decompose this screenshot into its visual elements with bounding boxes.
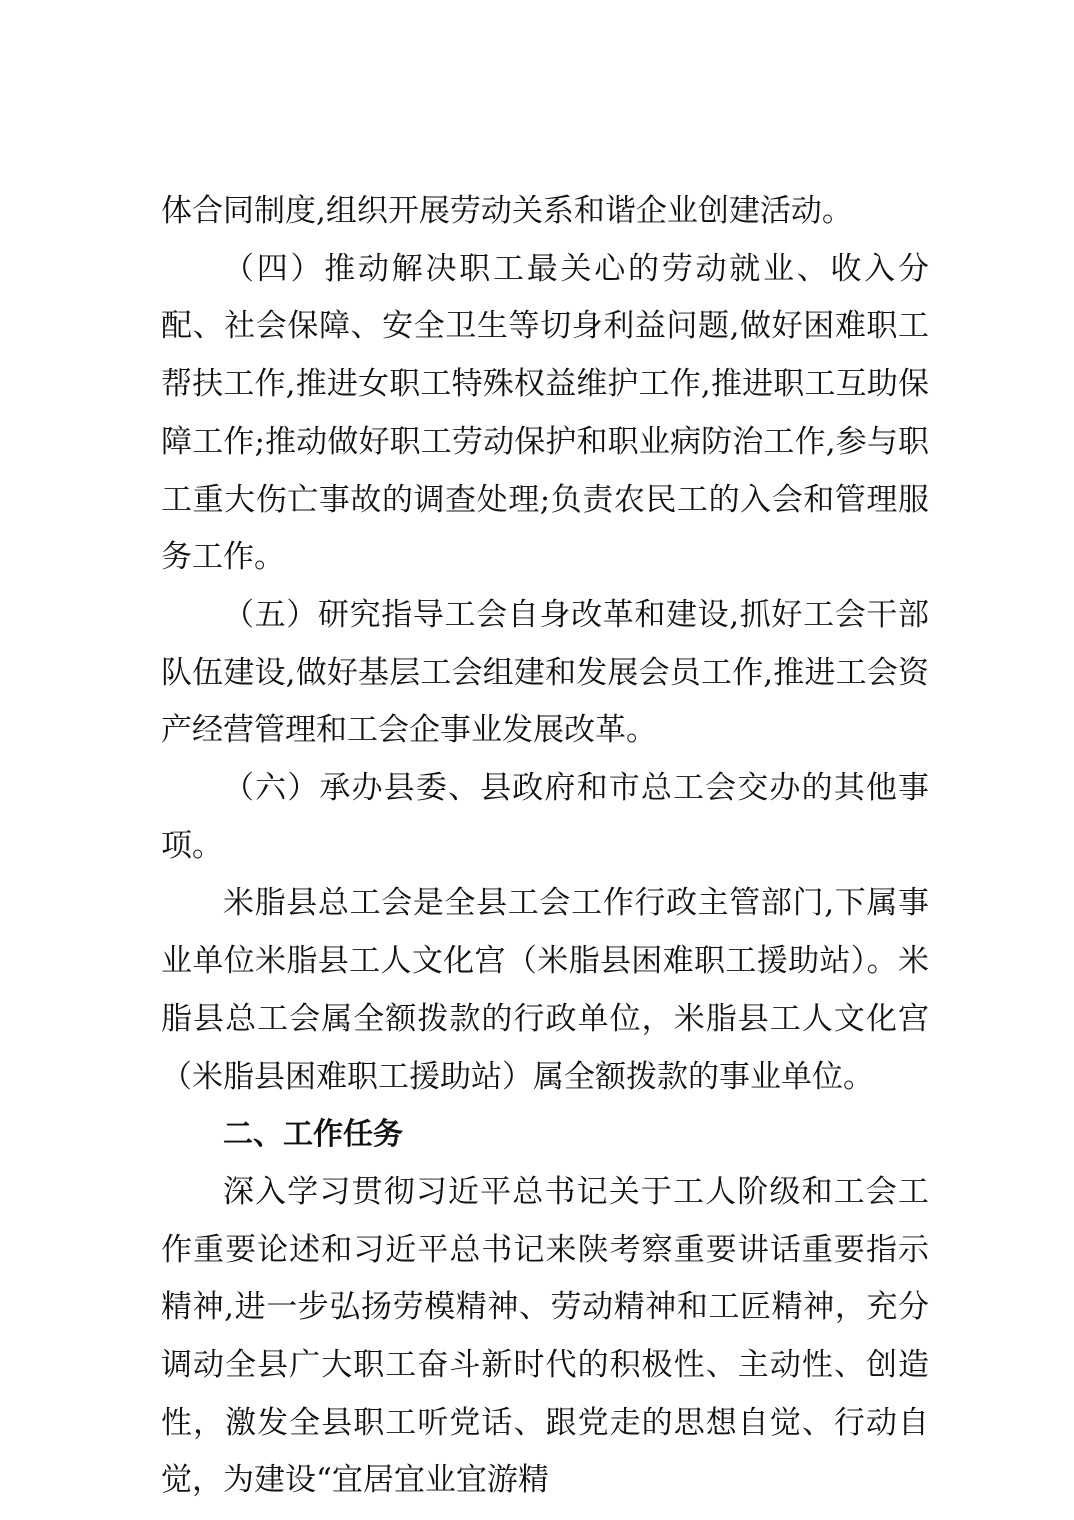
paragraph-item-four: （四）推动解决职工最关心的劳动就业、收入分配、社会保障、安全卫生等切身利益问题,做好困难职工帮扶工作,推进女职工特殊权益维护工作,推进职工互助保障工作;推动做好职工劳动保护和职业病防治工作,参与职工重大伤亡事故的调查处理;负责农民工的入会和管理服务工作。 (161, 250, 929, 576)
paragraph-item-five: （五）研究指导工会自身改革和建设,抓好工会干部队伍建设,做好基层工会组建和发展会员工作,推进工会资产经营管理和工会企事业发展改革。 (161, 596, 929, 749)
paragraph-organization: 米脂县总工会是全县工会工作行政主管部门,下属事业单位米脂县工人文化宫（米脂县困难职工援助站）。米脂县总工会属全额拨款的行政单位，米脂县工人文化宫（米脂县困难职工援助站）属全额拨款的事业单位。 (161, 885, 929, 1095)
paragraph-work-tasks: 深入学习贯彻习近平总书记关于工人阶级和工会工作重要论述和习近平总书记来陕考察重要讲话重要指示精神,进一步弘扬劳模精神、劳动精神和工匠精神，充分调动全县广大职工奋斗新时代的积极性、主动性、创造性，激发全县职工听党话、跟党走的思想自觉、行动自觉，为建设“宜居宜业宜游精 (161, 1173, 929, 1499)
paragraph-item-six: （六）承办县委、县政府和市总工会交办的其他事项。 (161, 770, 929, 864)
paragraph-continuation: 体合同制度,组织开展劳动关系和谐企业创建活动。 (161, 193, 853, 229)
document-body (161, 183, 929, 1510)
section-heading: 二、工作任务 (223, 1117, 403, 1153)
